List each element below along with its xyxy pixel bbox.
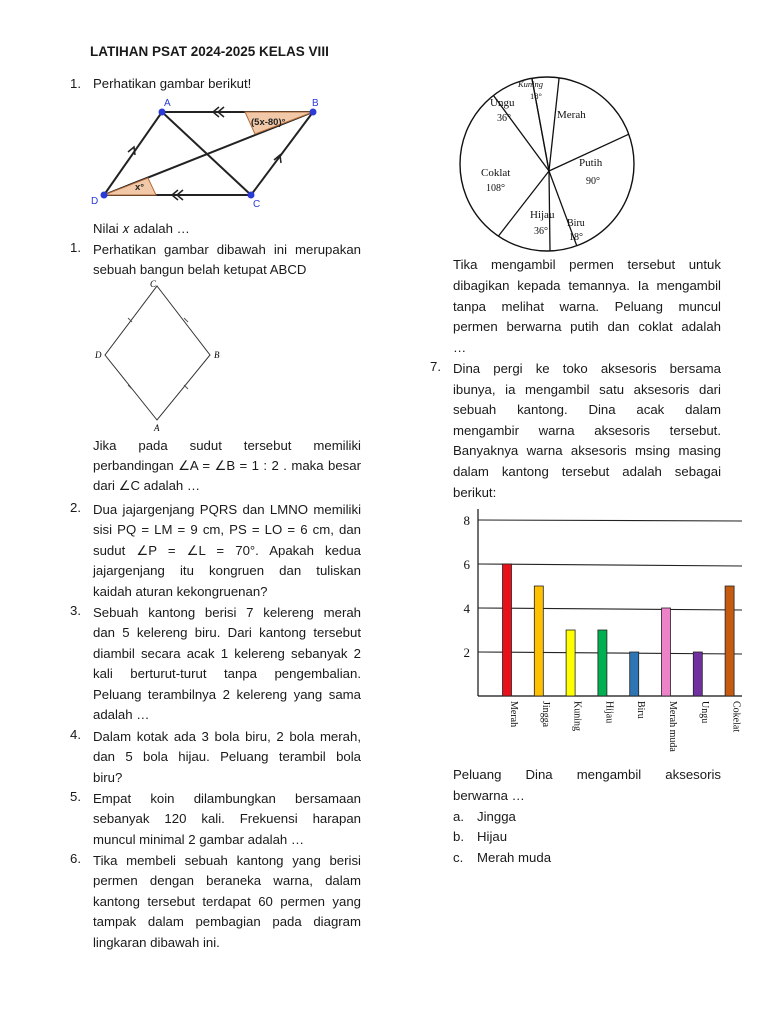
question-text-line: ibunya, ia mengambil satu aksesoris dari — [453, 381, 721, 397]
option-text: Hijau — [477, 829, 508, 844]
gridline — [478, 564, 742, 566]
label-a: A — [164, 98, 171, 109]
question-number: 1. — [70, 76, 81, 91]
question-text-line: Dina pergi ke toko aksesoris bersama — [453, 361, 721, 376]
question-prompt: Nilai 𝑥 adalah … — [93, 221, 190, 236]
question-text: Perhatikan gambar berikut! — [93, 76, 252, 91]
question-7-continuation — [453, 765, 721, 807]
question-text-line: kali berturut-turut tanpa pengembalian. — [93, 666, 361, 682]
x-category-label: Cokelat — [730, 701, 742, 733]
option-text: Jingga — [477, 809, 516, 824]
bar-biru — [630, 652, 639, 696]
question-text-line: Sebuah kantong berisi 7 kelereng merah — [93, 605, 361, 620]
x-category-label: Merah — [508, 701, 519, 728]
question-text-line: perbandingan ∠A = ∠B = 1 : 2 . maka besar — [93, 458, 361, 473]
rhombus-abcd — [105, 286, 210, 420]
question-text-line: dan 5 kelereng biru. Dari kantong tersebut — [93, 625, 361, 641]
label-a: A — [154, 423, 160, 433]
page-title: LATIHAN PSAT 2024-2025 KELAS VIII — [90, 44, 329, 59]
option-letter: c. — [453, 850, 464, 865]
option-letter: a. — [453, 809, 464, 824]
bar-kuning — [566, 630, 575, 696]
question-6-continuation — [453, 255, 721, 359]
question-text-line: sebanyak 120 kali. Frekuensi harapan — [93, 811, 361, 827]
y-tick-label: 6 — [463, 557, 470, 572]
gridline — [478, 608, 742, 610]
pie-value-coklat: 108° — [486, 183, 505, 194]
question-text-line: Banyaknya warna aksesoris msing masing — [453, 443, 721, 459]
question-text-line: sudut ∠P = ∠L = 70°. Apakah kedua — [93, 542, 361, 558]
question-text-line: lingkaran dibawah ini. — [93, 934, 220, 950]
vertex-d — [101, 192, 108, 199]
pie-label-ungu: Ungu — [490, 97, 515, 109]
x-category-label: Kuning — [571, 701, 583, 731]
pie-value-kuning: 18° — [530, 91, 542, 101]
question-text-line: muncul minimal 2 gambar adalah … — [93, 831, 305, 847]
option-text: Merah muda — [477, 850, 552, 865]
pie-value-hijau: 36° — [534, 226, 548, 237]
question-number: 5. — [70, 789, 81, 804]
vertex-a — [159, 109, 166, 116]
question-text-line: tanpa melihat warna. Peluang muncul — [453, 298, 721, 314]
x-category-label: Hijau — [603, 701, 615, 724]
pie-outline — [460, 77, 634, 251]
question-text-line: permen dengan beraneka warna, dalam — [93, 873, 361, 889]
bar-merah — [503, 564, 512, 696]
question-text-line: dan 5 bola hijau. Peluang terambil bola — [93, 749, 361, 765]
question-text-line: sisi PQ = LM = 9 cm, PS = LO = 6 cm, dan — [93, 522, 361, 538]
question-text-line: Perhatikan gambar dibawah ini merupakan — [93, 242, 361, 257]
bar-cokelat — [725, 586, 734, 696]
question-text-line: kantong tersebut terdapat 60 permen yang — [93, 893, 361, 909]
question-text-line: Peluang terambilnya 2 kelereng yang sama — [93, 686, 361, 702]
gridline — [478, 520, 742, 521]
x-category-label: Biru — [635, 701, 647, 719]
question-text-line: dalam kantong tersebut adalah sebagai — [453, 463, 721, 479]
question-text-line: Peluang Dina mengambil aksesoris — [453, 767, 721, 782]
pie-label-putih: Putih — [579, 157, 603, 169]
question-number: 4. — [70, 727, 81, 742]
question-text-line: adalah … — [93, 707, 150, 723]
rhombus-figure — [92, 278, 232, 434]
x-category-label: Merah muda — [667, 701, 678, 752]
pie-label-biru: Biru — [567, 218, 585, 229]
y-tick-label: 4 — [463, 601, 470, 616]
question-text-line: mengambir warna aksesoris tersebut. — [453, 422, 721, 438]
pie-label-merah: Merah — [557, 109, 586, 121]
question-text-line: sebuah kantong. Dina acak dalam — [453, 402, 721, 418]
question-text-line: kaidah aturan kekongruenan? — [93, 583, 268, 599]
question-number: 7. — [430, 359, 441, 374]
y-tick-label: 2 — [463, 645, 470, 660]
vertex-b — [310, 109, 317, 116]
x-category-label: Jingga — [539, 701, 551, 728]
question-text-line: permen berwarna putih dan coklat adalah — [453, 319, 721, 335]
bar-merah-muda — [662, 608, 671, 696]
y-tick-label: 8 — [463, 513, 470, 528]
pie-chart — [448, 74, 648, 254]
label-c: C — [150, 279, 157, 289]
pie-label-kuning: Kuning — [518, 79, 544, 89]
angle-d-shade — [104, 178, 156, 195]
pie-label-coklat: Coklat — [481, 167, 511, 179]
vertex-c — [248, 192, 255, 199]
diagonal-ac — [162, 112, 251, 195]
question-text-line: dari ∠C adalah … — [93, 478, 201, 493]
question-text-line: Dua jajargenjang PQRS dan LMNO memiliki — [93, 502, 361, 517]
bar-ungu — [693, 652, 702, 696]
question-text-line: berwarna … — [453, 787, 525, 803]
question-number: 6. — [70, 851, 81, 866]
question-text-line: Empat koin dilambungkan bersamaan — [93, 791, 361, 806]
parallelogram-figure — [88, 96, 328, 210]
pie-value-putih: 90° — [586, 176, 600, 187]
question-text-line: Tika mengambil permen tersebut untuk — [453, 257, 721, 272]
question-text-line: dibagikan kepada temannya. Ia mengambil — [453, 277, 721, 293]
label-b: B — [312, 98, 319, 109]
question-number: 2. — [70, 500, 81, 515]
label-c: C — [253, 199, 261, 210]
question-text-line: biru? — [93, 769, 123, 785]
bar-hijau — [598, 630, 607, 696]
pie-value-biru: 18° — [569, 232, 583, 243]
question-number: 1. — [70, 240, 81, 255]
question-text-line: sebuah bangun belah ketupat ABCD — [93, 262, 307, 277]
question-text-line: jajargenjang itu kongruen dan tuliskan — [93, 563, 361, 579]
option-letter: b. — [453, 829, 464, 844]
pie-value-ungu: 36° — [497, 113, 511, 124]
bar-jingga — [534, 586, 543, 696]
question-text-line: diambil secara acak 1 kelereng sebanyak 2 — [93, 645, 361, 661]
label-d: D — [91, 196, 99, 207]
question-text-line: Dalam kotak ada 3 bola biru, 2 bola merah, — [93, 729, 361, 744]
question-text-line: berikut: — [453, 484, 497, 500]
question-text-line: tampak dalam pembagian pada diagram — [93, 914, 361, 930]
angle-d-label: x° — [135, 182, 145, 193]
label-b: B — [214, 350, 220, 360]
x-category-label: Ungu — [698, 701, 710, 724]
question-text-line: Jika pada sudut tersebut memiliki — [93, 438, 361, 453]
question-text-line: Tika membeli sebuah kantong yang berisi — [93, 853, 361, 868]
pie-label-hijau: Hijau — [530, 209, 555, 221]
question-number: 3. — [70, 603, 81, 618]
bar-chart — [450, 505, 750, 760]
angle-b-label: (5x-80)° — [251, 117, 286, 128]
label-d: D — [95, 350, 102, 360]
question-text-line: … — [453, 340, 467, 356]
